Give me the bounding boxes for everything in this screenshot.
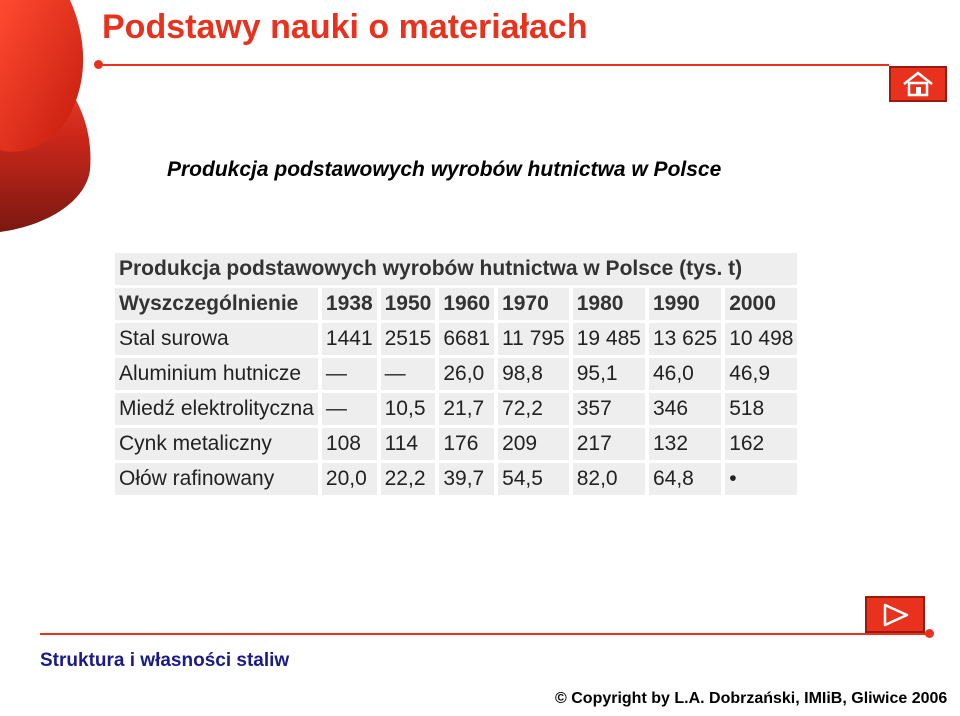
table-cell: 6681 bbox=[439, 323, 494, 355]
table-cell: Miedź elektrolityczna bbox=[115, 393, 318, 425]
table-cell: Cynk metaliczny bbox=[115, 428, 318, 460]
production-table bbox=[111, 250, 801, 498]
table-cell: 10,5 bbox=[381, 393, 436, 425]
table-cell: 2515 bbox=[381, 323, 436, 355]
table-row bbox=[115, 358, 797, 390]
slide-subtitle: Produkcja podstawowych wyrobów hutnictwa w Polsce bbox=[167, 158, 722, 181]
table-cell: 346 bbox=[649, 393, 721, 425]
table-cell: 114 bbox=[381, 428, 436, 460]
table-cell: 132 bbox=[649, 428, 721, 460]
column-header: 1950 bbox=[381, 288, 436, 320]
table-cell: 54,5 bbox=[498, 463, 569, 495]
next-slide-button[interactable] bbox=[865, 596, 925, 633]
table-row bbox=[115, 428, 797, 460]
table-cell: 21,7 bbox=[439, 393, 494, 425]
table-caption: Produkcja podstawowych wyrobów hutnictwa w Polsce (tys. t) bbox=[115, 253, 797, 285]
table-cell: Stal surowa bbox=[115, 323, 318, 355]
table-cell: 46,9 bbox=[725, 358, 797, 390]
table-cell: 19 485 bbox=[573, 323, 645, 355]
table-cell: 1441 bbox=[322, 323, 377, 355]
table-cell: • bbox=[725, 463, 797, 495]
column-header: 1938 bbox=[322, 288, 377, 320]
table-cell: 13 625 bbox=[649, 323, 721, 355]
column-header: Wyszczególnienie bbox=[115, 288, 318, 320]
table-cell: 108 bbox=[322, 428, 377, 460]
table-cell: 95,1 bbox=[573, 358, 645, 390]
table-cell: Aluminium hutnicze bbox=[115, 358, 318, 390]
table-header-row bbox=[115, 288, 797, 320]
table-cell: 22,2 bbox=[381, 463, 436, 495]
table-cell: 10 498 bbox=[725, 323, 797, 355]
table-cell: — bbox=[381, 358, 436, 390]
table-cell: 518 bbox=[725, 393, 797, 425]
table-cell: Ołów rafinowany bbox=[115, 463, 318, 495]
table-cell: 98,8 bbox=[498, 358, 569, 390]
footer-divider bbox=[40, 633, 928, 635]
table-caption-row bbox=[115, 253, 797, 285]
divider-dot bbox=[925, 629, 934, 638]
table-row bbox=[115, 323, 797, 355]
header-divider bbox=[99, 64, 889, 66]
page-title: Podstawy nauki o materiałach bbox=[102, 8, 588, 46]
column-header: 2000 bbox=[725, 288, 797, 320]
table-cell: 217 bbox=[573, 428, 645, 460]
table-row bbox=[115, 463, 797, 495]
column-header: 1990 bbox=[649, 288, 721, 320]
table-cell: 72,2 bbox=[498, 393, 569, 425]
corner-decoration bbox=[0, 0, 110, 235]
table-cell: 39,7 bbox=[439, 463, 494, 495]
home-icon bbox=[901, 71, 935, 97]
table-cell: 209 bbox=[498, 428, 569, 460]
table-cell: 20,0 bbox=[322, 463, 377, 495]
table-cell: 64,8 bbox=[649, 463, 721, 495]
table-cell: — bbox=[322, 358, 377, 390]
column-header: 1980 bbox=[573, 288, 645, 320]
table-cell: 11 795 bbox=[498, 323, 569, 355]
column-header: 1960 bbox=[439, 288, 494, 320]
table-cell: — bbox=[322, 393, 377, 425]
table-cell: 176 bbox=[439, 428, 494, 460]
home-button[interactable] bbox=[889, 66, 947, 102]
column-header: 1970 bbox=[498, 288, 569, 320]
footer-section-title: Struktura i własności staliw bbox=[40, 650, 290, 671]
table-cell: 46,0 bbox=[649, 358, 721, 390]
table-cell: 162 bbox=[725, 428, 797, 460]
table-cell: 82,0 bbox=[573, 463, 645, 495]
table-cell: 357 bbox=[573, 393, 645, 425]
table-cell: 26,0 bbox=[439, 358, 494, 390]
play-arrow-icon bbox=[880, 603, 910, 627]
copyright-notice: © Copyright by L.A. Dobrzański, IMIiB, Gliwice 2006 bbox=[555, 690, 948, 707]
table-row bbox=[115, 393, 797, 425]
